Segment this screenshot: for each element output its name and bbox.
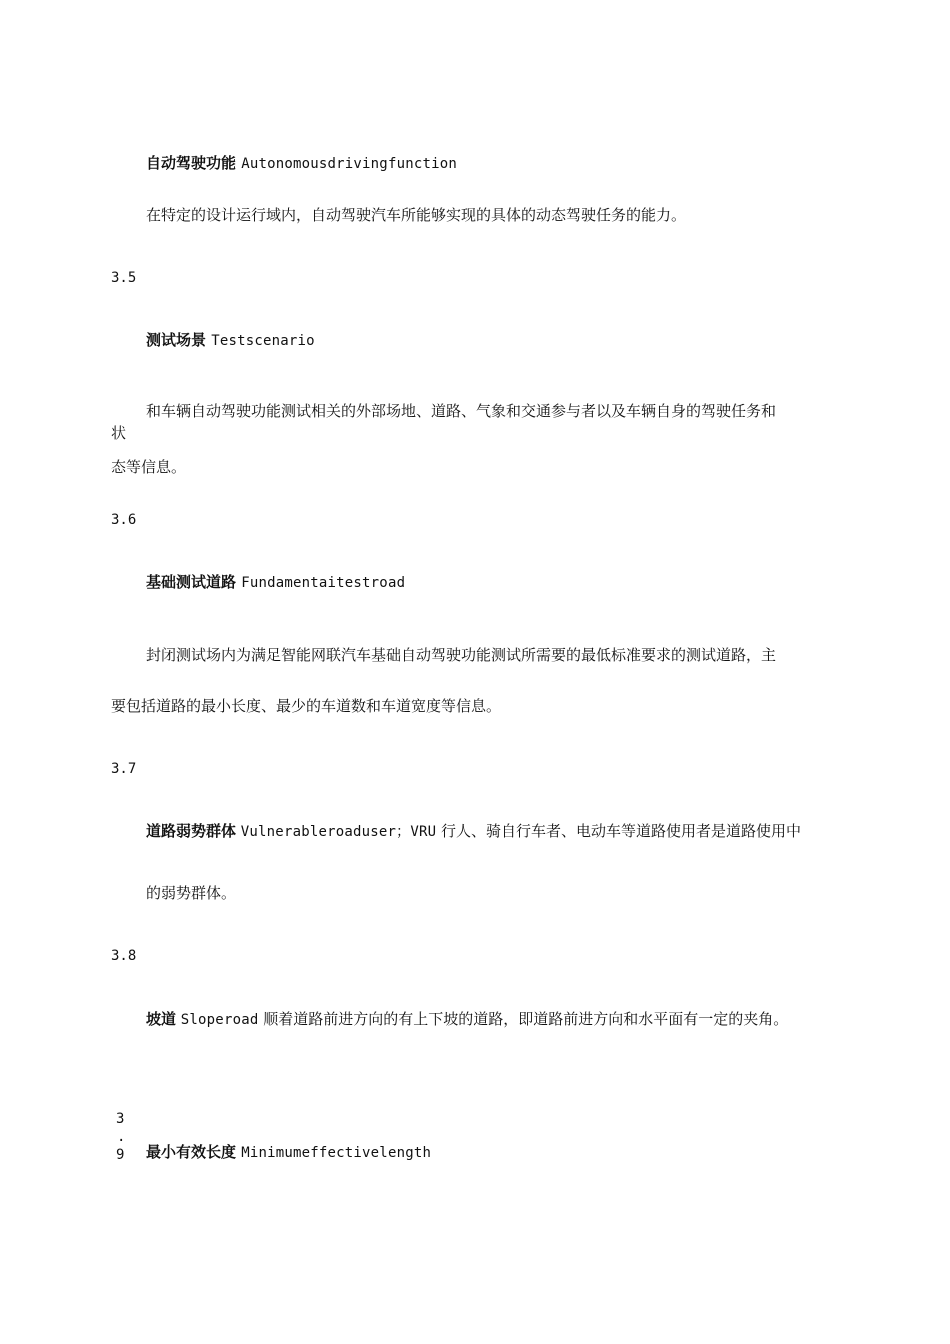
clause-number-part: . xyxy=(117,1129,126,1145)
clause-number: 3.8 xyxy=(111,948,137,964)
term-heading-test-scenario xyxy=(146,331,315,350)
term-zh: 坡道 xyxy=(146,1010,177,1028)
term-heading-vulnerable-road-user xyxy=(146,822,801,841)
term-zh: 基础测试道路 xyxy=(146,573,237,591)
term-heading-autonomous-driving-function xyxy=(146,154,457,173)
term-definition-line: 行人、骑自行车者、电动车等道路使用者是道路使用中 xyxy=(440,822,801,840)
term-en: Sloperoad xyxy=(180,1012,259,1028)
clause-number-part: 3 xyxy=(116,1111,125,1127)
term-definition-line: 状 xyxy=(111,424,127,442)
term-definition: 顺着道路前进方向的有上下坡的道路，即道路前进方向和水平面有一定的夹角。 xyxy=(263,1010,789,1028)
term-definition-line: 态等信息。 xyxy=(111,458,187,476)
term-en: Minimumeffectivelength xyxy=(241,1145,432,1161)
clause-number: 3.6 xyxy=(111,512,137,528)
clause-number-part: 9 xyxy=(116,1147,125,1163)
term-zh: 测试场景 xyxy=(146,331,207,349)
clause-number: 3.5 xyxy=(111,270,137,286)
term-zh: 道路弱势群体 xyxy=(146,822,237,840)
clause-number: 3.7 xyxy=(111,761,137,777)
term-definition-line: 封闭测试场内为满足智能网联汽车基础自动驾驶功能测试所需要的最低标准要求的测试道路，主 xyxy=(146,646,777,664)
term-zh: 最小有效长度 xyxy=(146,1143,237,1161)
term-heading-slope-road xyxy=(146,1010,788,1029)
term-en: Fundamentaitestroad xyxy=(241,575,406,591)
term-definition-line: 和车辆自动驾驶功能测试相关的外部场地、道路、气象和交通参与者以及车辆自身的驾驶任务和 xyxy=(146,402,777,420)
term-en: Autonomousdrivingfunction xyxy=(241,156,457,172)
term-heading-fundamental-test-road xyxy=(146,573,405,592)
term-heading-minimum-effective-length xyxy=(146,1143,431,1162)
term-definition-line: 的弱势群体。 xyxy=(146,884,237,902)
term-zh: 自动驾驶功能 xyxy=(146,154,237,172)
term-en: Vulnerableroaduser；VRU xyxy=(240,824,437,840)
term-en: Testscenario xyxy=(211,333,315,349)
term-definition: 在特定的设计运行域内，自动驾驶汽车所能够实现的具体的动态驾驶任务的能力。 xyxy=(146,206,687,224)
term-definition-line: 要包括道路的最小长度、最少的车道数和车道宽度等信息。 xyxy=(111,697,502,715)
